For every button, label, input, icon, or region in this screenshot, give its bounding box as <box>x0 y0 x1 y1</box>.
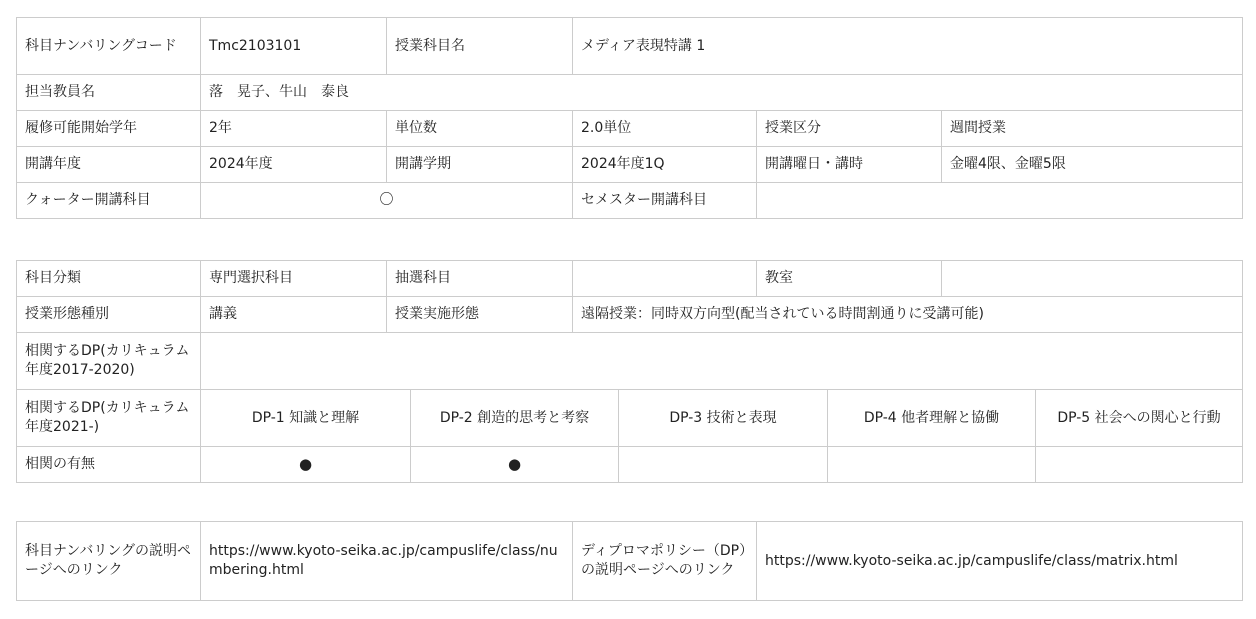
dp-link-label: ディプロマポリシー（DP）の説明ページへのリンク <box>573 522 757 601</box>
dp-2017-value <box>201 333 1243 390</box>
classroom-label: 教室 <box>757 261 942 297</box>
credits-value: 2.0単位 <box>573 111 757 147</box>
table-row <box>17 522 1243 601</box>
correlation-mark-4 <box>828 447 1036 483</box>
academic-year-label: 開講年度 <box>17 147 201 183</box>
dp-2017-label: 相関するDP(カリキュラム年度2017-2020) <box>17 333 201 390</box>
dp-item-1: DP-1 知識と理解 <box>201 390 411 447</box>
table-row <box>17 297 1243 333</box>
numbering-code-label: 科目ナンバリングコード <box>17 18 201 75</box>
table-row <box>17 447 1243 483</box>
table-row <box>17 390 1243 447</box>
semester-label: セメスター開講科目 <box>573 183 757 219</box>
schedule-value: 金曜4限、金曜5限 <box>942 147 1243 183</box>
numbering-code-value: Tmc2103101 <box>201 18 387 75</box>
course-name-value: メディア表現特講 1 <box>573 18 1243 75</box>
credits-label: 単位数 <box>387 111 573 147</box>
category-value: 専門選択科目 <box>201 261 387 297</box>
dp-item-4: DP-4 他者理解と協働 <box>828 390 1036 447</box>
semester-value <box>757 183 1243 219</box>
correlation-mark-1: ● <box>201 447 411 483</box>
dp-link[interactable]: https://www.kyoto-seika.ac.jp/campuslife/class/matrix.html <box>757 522 1243 601</box>
quarter-value: 〇 <box>201 183 573 219</box>
dp-item-2: DP-2 創造的思考と考察 <box>411 390 619 447</box>
table-row <box>17 183 1243 219</box>
classroom-value <box>942 261 1243 297</box>
format-label: 授業形態種別 <box>17 297 201 333</box>
table-row <box>17 261 1243 297</box>
lottery-label: 抽選科目 <box>387 261 573 297</box>
table-row <box>17 147 1243 183</box>
quarter-label: クォーター開講科目 <box>17 183 201 219</box>
instructor-label: 担当教員名 <box>17 75 201 111</box>
table-row <box>17 18 1243 75</box>
format-value: 講義 <box>201 297 387 333</box>
lottery-value <box>573 261 757 297</box>
delivery-value: 遠隔授業：同時双方向型(配当されている時間割通りに受講可能) <box>573 297 1243 333</box>
course-name-label: 授業科目名 <box>387 18 573 75</box>
table-row <box>17 333 1243 390</box>
class-type-value: 週間授業 <box>942 111 1243 147</box>
table-row <box>17 75 1243 111</box>
instructor-value: 落 晃子、牛山 泰良 <box>201 75 1243 111</box>
term-label: 開講学期 <box>387 147 573 183</box>
academic-year-value: 2024年度 <box>201 147 387 183</box>
correlation-mark-3 <box>619 447 828 483</box>
links-table <box>16 521 1243 601</box>
dp-2021-label: 相関するDP(カリキュラム年度2021-) <box>17 390 201 447</box>
correlation-label: 相関の有無 <box>17 447 201 483</box>
numbering-link-label: 科目ナンバリングの説明ページへのリンク <box>17 522 201 601</box>
dp-item-5: DP-5 社会への関心と行動 <box>1036 390 1243 447</box>
correlation-mark-2: ● <box>411 447 619 483</box>
table-row <box>17 111 1243 147</box>
schedule-label: 開講曜日・講時 <box>757 147 942 183</box>
class-type-label: 授業区分 <box>757 111 942 147</box>
eligible-year-label: 履修可能開始学年 <box>17 111 201 147</box>
term-value: 2024年度1Q <box>573 147 757 183</box>
course-info-table <box>16 17 1243 219</box>
category-label: 科目分類 <box>17 261 201 297</box>
eligible-year-value: 2年 <box>201 111 387 147</box>
correlation-mark-5 <box>1036 447 1243 483</box>
dp-item-3: DP-3 技術と表現 <box>619 390 828 447</box>
classification-table <box>16 260 1243 483</box>
delivery-label: 授業実施形態 <box>387 297 573 333</box>
numbering-link[interactable]: https://www.kyoto-seika.ac.jp/campuslife/class/numbering.html <box>201 522 573 601</box>
